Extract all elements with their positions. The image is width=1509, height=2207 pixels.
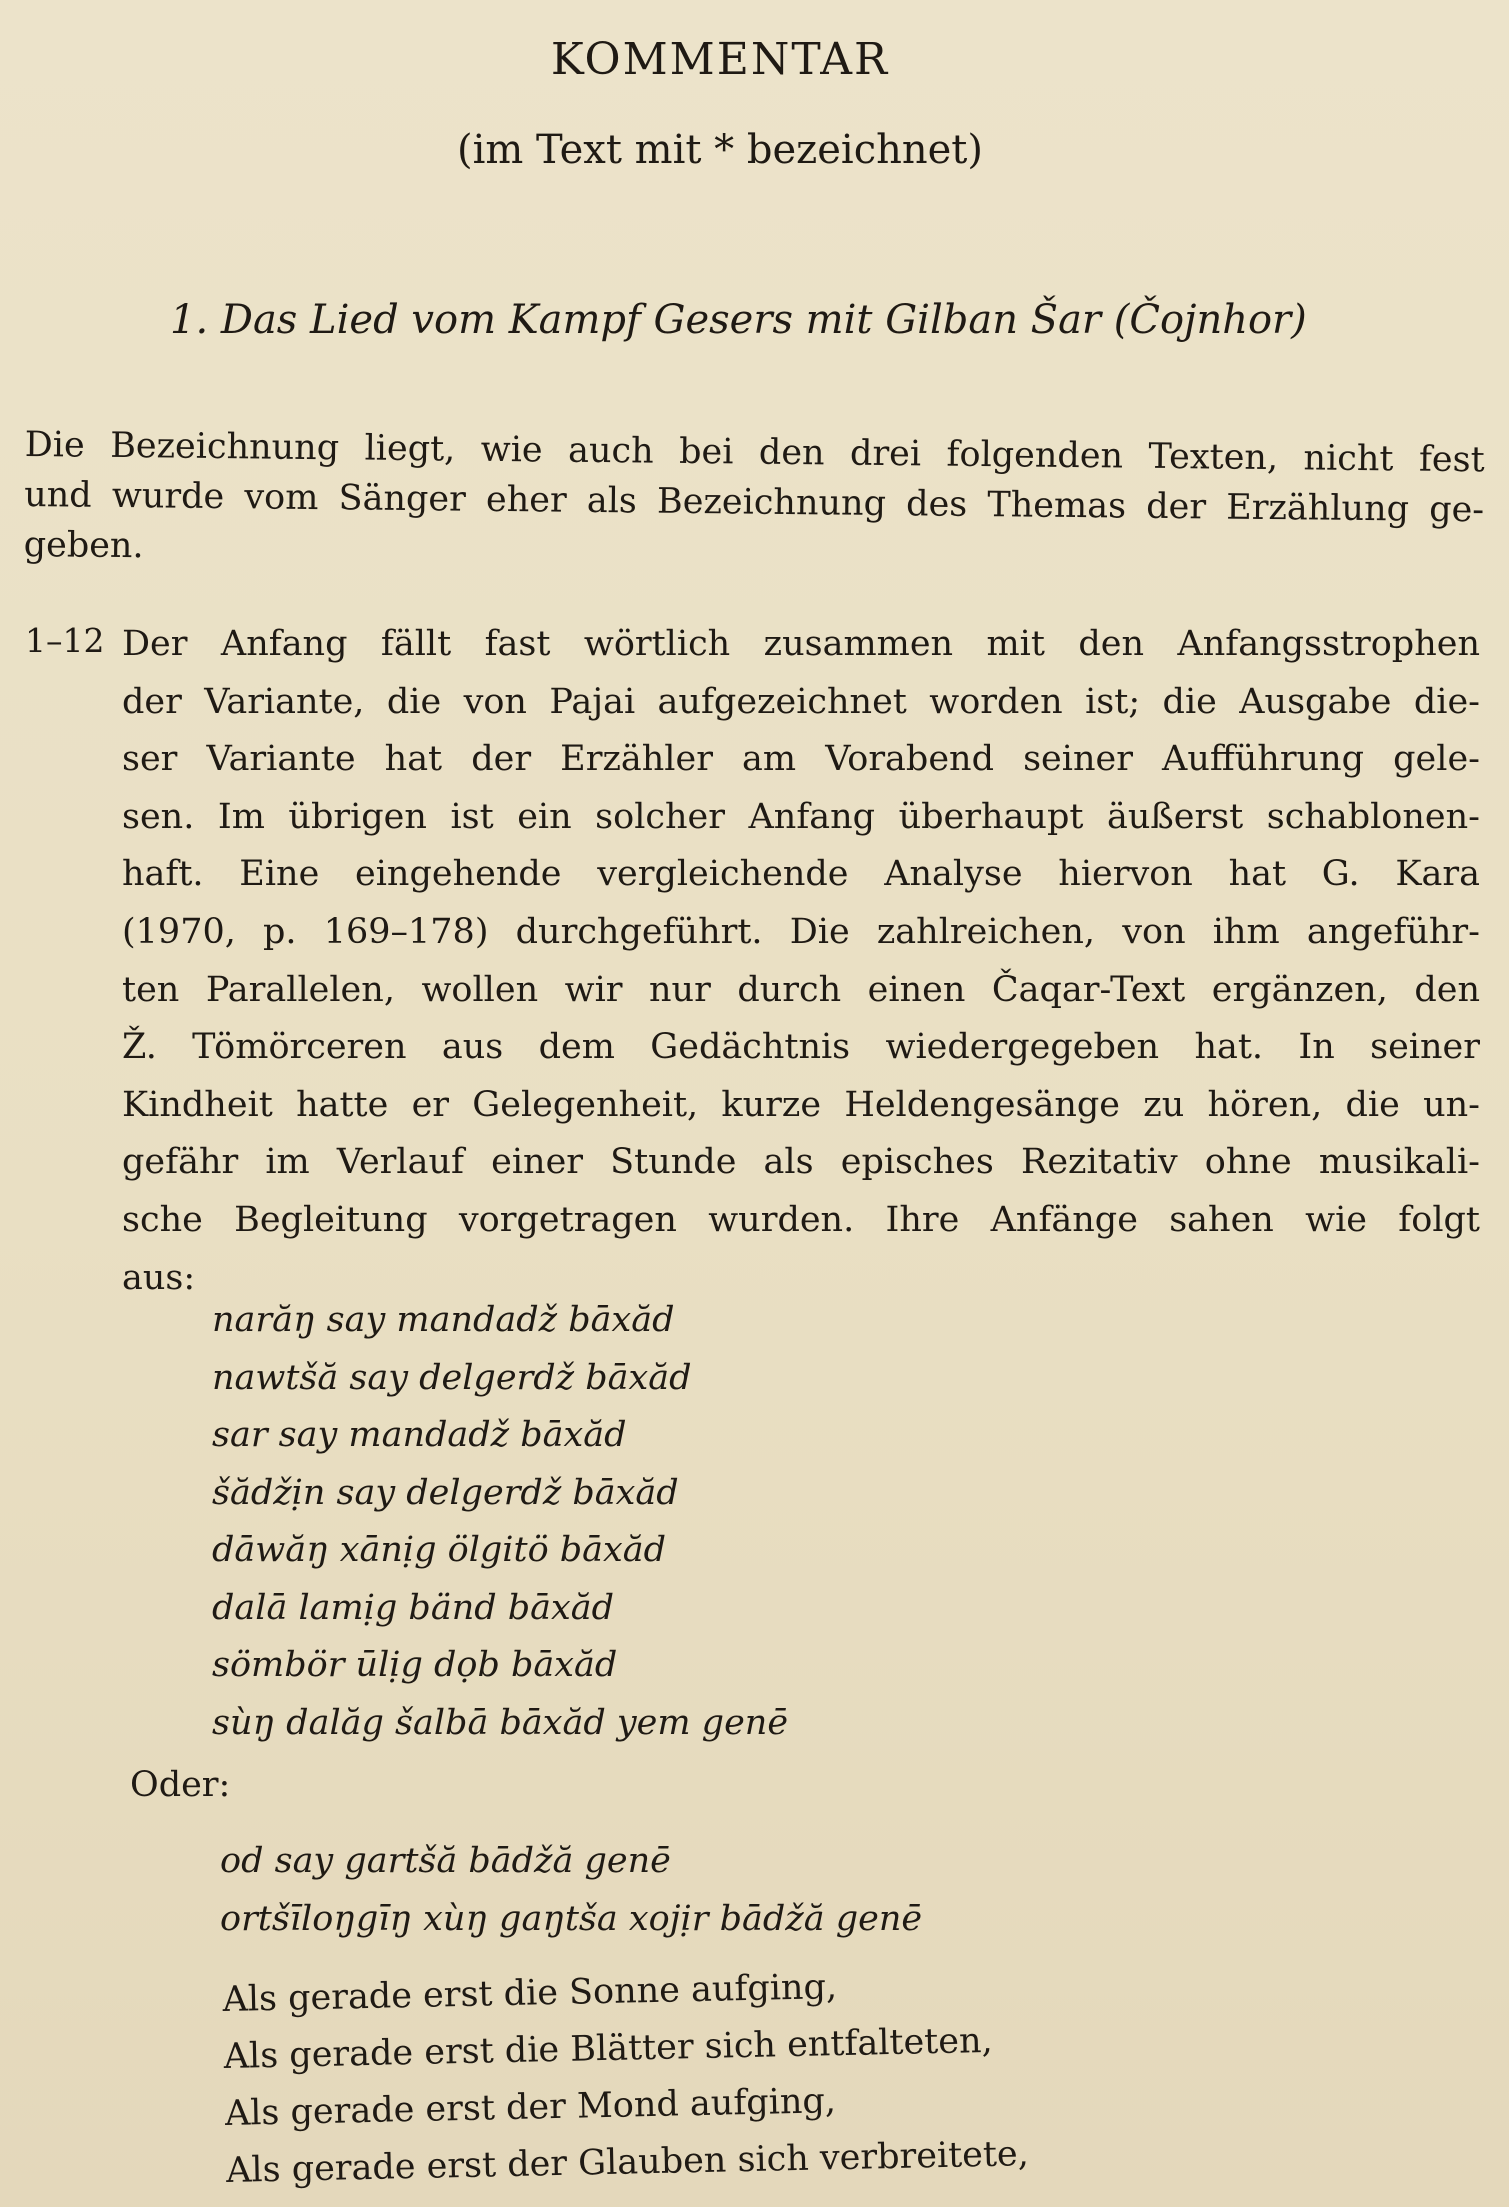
body-line: der Variante, die von Pajai aufgezeichnet worden ist; die Ausgabe die- — [122, 681, 1480, 722]
body-line: ten Parallelen, wollen wir nur durch einen Čaqar-Text ergänzen, den — [122, 969, 1480, 1010]
intro-paragraph — [23, 420, 1484, 585]
verse-line: dalā lamịg bänd bāxăd — [212, 1587, 615, 1628]
verse-line: nawtšă say delgerdž bāxăd — [212, 1357, 692, 1398]
section-heading: 1. Das Lied vom Kampf Gesers mit Gilban Šar (Čojnhor) — [170, 297, 1307, 343]
page-subtitle: (im Text mit * bezeichnet) — [457, 127, 983, 173]
verse-line: ortšīloŋgīŋ xùŋ gaŋtša xojịr bādžă genē — [220, 1899, 923, 1939]
body-line: sche Begleitung vorgetragen wurden. Ihre Anfänge sahen wie folgt — [122, 1199, 1480, 1240]
verse-line: sùŋ dalăg šalbā bāxăd yem genē — [212, 1702, 789, 1743]
intro-line: Die Bezeichnung liegt, wie auch bei den drei folgenden Texten, nicht fest — [24, 424, 1485, 481]
body-line: Ž. Tömörceren aus dem Gedächtnis wiedergegeben hat. In seiner — [122, 1027, 1480, 1068]
body-line: aus: — [122, 1257, 196, 1298]
translation-line: Als gerade erst die Blätter sich entfalteten, — [223, 2020, 994, 2077]
oder-label: Oder: — [130, 1765, 231, 1805]
body-line: Der Anfang fällt fast wörtlich zusammen mit den Anfangsstrophen — [122, 624, 1480, 664]
verse-line: od say gartšă bādžă genē — [220, 1841, 671, 1881]
translation-block — [222, 1955, 1029, 2200]
verse-line: šădžịn say delgerdž bāxăd — [212, 1472, 679, 1513]
body-line: ser Variante hat der Erzähler am Vorabend seiner Aufführung gele- — [122, 739, 1480, 780]
verse-line: narăŋ say mandadž bāxăd — [212, 1300, 675, 1340]
verse-block — [212, 1292, 788, 1752]
intro-line: und wurde vom Sänger eher als Bezeichnung des Themas der Erzählung ge- — [24, 474, 1485, 531]
body-line: gefähr im Verlauf einer Stunde als episches Rezitativ ohne musikali- — [122, 1142, 1480, 1183]
line-reference: 1–12 — [25, 621, 105, 660]
body-line: Kindheit hatte er Gelegenheit, kurze Heldengesänge zu hören, die un- — [122, 1084, 1480, 1125]
verse-line: sömbör ūlịg dọb bāxăd — [212, 1645, 618, 1685]
page-title: KOMMENTAR — [550, 34, 890, 85]
body-line: (1970, p. 169–178) durchgeführt. Die zahlreichen, von ihm angeführ- — [122, 911, 1480, 952]
translation-line: Als gerade erst der Glauben sich verbreitete, — [225, 2134, 1030, 2191]
verse-line: sar say mandadž bāxăd — [212, 1415, 627, 1455]
second-verse-block — [220, 1832, 922, 1948]
translation-line: Als gerade erst der Mond aufging, — [224, 2081, 837, 2134]
commentary-paragraph — [122, 616, 1480, 1307]
intro-line: geben. — [23, 524, 144, 567]
verse-line: dāwăŋ xānịg ölgitö bāxăd — [212, 1530, 667, 1570]
body-line: haft. Eine eingehende vergleichende Analyse hiervon hat G. Kara — [122, 854, 1480, 895]
translation-line: Als gerade erst die Sonne aufging, — [222, 1967, 838, 2020]
body-line: sen. Im übrigen ist ein solcher Anfang überhaupt äußerst schablonen- — [122, 796, 1480, 837]
